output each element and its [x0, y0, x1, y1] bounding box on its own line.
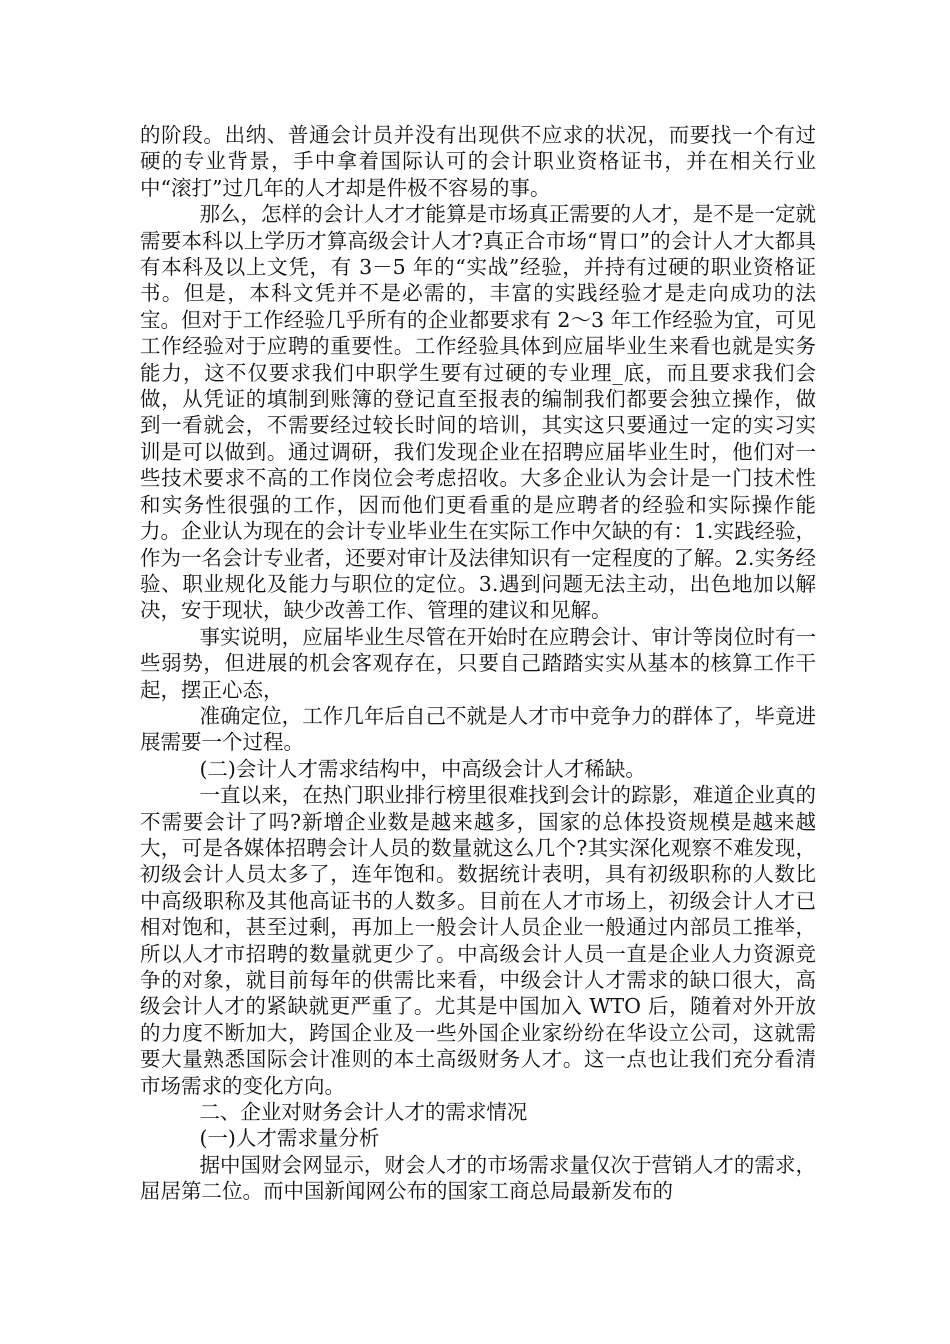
section-heading-structure: (二)会计人才需求结构中，中高级会计人才稀缺。 [199, 756, 646, 781]
paragraph-demand-data: 据中国财会网显示，财会人才的市场需求量仅次于营销人才的需求，屈居第二位。而中国新闻网公布的国家工商总局最新发布的 [140, 1152, 816, 1204]
paragraph-senior-shortage: 一直以来，在热门职业排行榜里很难找到会计的踪影，难道企业真的不需要会计了吗?新增企业数是越来越多，国家的总体投资规模是越来越大，可是各媒体招聘会计人员的数量就这么几个?其实深化观察不难发现，初级会计人员太多了，连年饱和。数据统计表明，具有初级职称的人数比中高级职称及其他高证书的人数多。目前在人才市场上，初级会计人才已相对饱和，甚至过剩，再加上一般会计人员企业一般通过内部员工推举，所以人才市招聘的数量就更少了。中高级会计人员一直是企业人力资源竞争的对象，就目前每年的供需比来看，中级会计人才需求的缺口很大，高级会计人才的紧缺就更严重了。尤其是中国加入 WTO 后，随着对外开放的力度不断加大，跨国企业及一些外国企业家纷纷在华设立公司，这就需要大量熟悉国际会计准则的本土高级财务人才。这一点也让我们充分看清市场需求的变化方向。 [140, 783, 816, 1098]
paragraph-continuation: 的阶段。出纳、普通会计员并没有出现供不应求的状况，而要找一个有过硬的专业背景，手中拿着国际认可的会计职业资格证书，并在相关行业中“滚打”过几年的人才却是件极不容易的事。 [140, 123, 816, 200]
paragraph-positioning: 准确定位，工作几年后自己不就是人才市中竞争力的群体了，毕竟进展需要一个过程。 [140, 703, 816, 755]
paragraph-talent-requirements: 那么，怎样的会计人才才能算是市场真正需要的人才，是不是一定就需要本科以上学历才算高级会计人才?真正合市场“胃口”的会计人才大都具有本科及以上文凭，有 3－5 年的“实战”经验，并持有过硬的职业资格证书。但是，本科文凭并不是必需的，丰富的实践经验才是走向成功的法宝。但对于工作经验几乎所有的企业都要求有 2～3 年工作经验为宜，可见工作经验对于应聘的重要性。工作经验具体到应届毕业生来看也就是实务能力，这不仅要求我们中职学生要有过硬的专业理_底，而且要求我们会做，从凭证的填制到账簿的登记直至报表的编制我们都要会独立操作，做到一看就会，不需要经过较长时间的培训，其实这只要通过一定的实习实训是可以做到。通过调研，我们发现企业在招聘应届毕业生时，他们对一些技术要求不高的工作岗位会考虑招收。大多企业认为会计是一门技术性和实务性很强的工作，因而他们更看重的是应聘者的经验和实际操作能力。企业认为现在的会计专业毕业生在实际工作中欠缺的有：1.实践经验，作为一名会计专业者，还要对审计及法律知识有一定程度的了解。2.实务经验、职业规化及能力与职位的定位。3.遇到问题无法主动，出色地加以解决，安于现状，缺少改善工作、管理的建议和见解。 [140, 202, 816, 623]
section-heading-demand-analysis: (一)人才需求量分析 [199, 1126, 380, 1151]
section-heading-enterprise-demand: 二、企业对财务会计人才的需求情况 [199, 1100, 528, 1125]
paragraph-facts: 事实说明，应届毕业生尽管在开始时在应聘会计、审计等岗位时有一些弱势，但进展的机会客观存在，只要自己踏踏实实从基本的核算工作干起，摆正心态， [140, 624, 816, 702]
body-text [140, 122, 816, 1205]
